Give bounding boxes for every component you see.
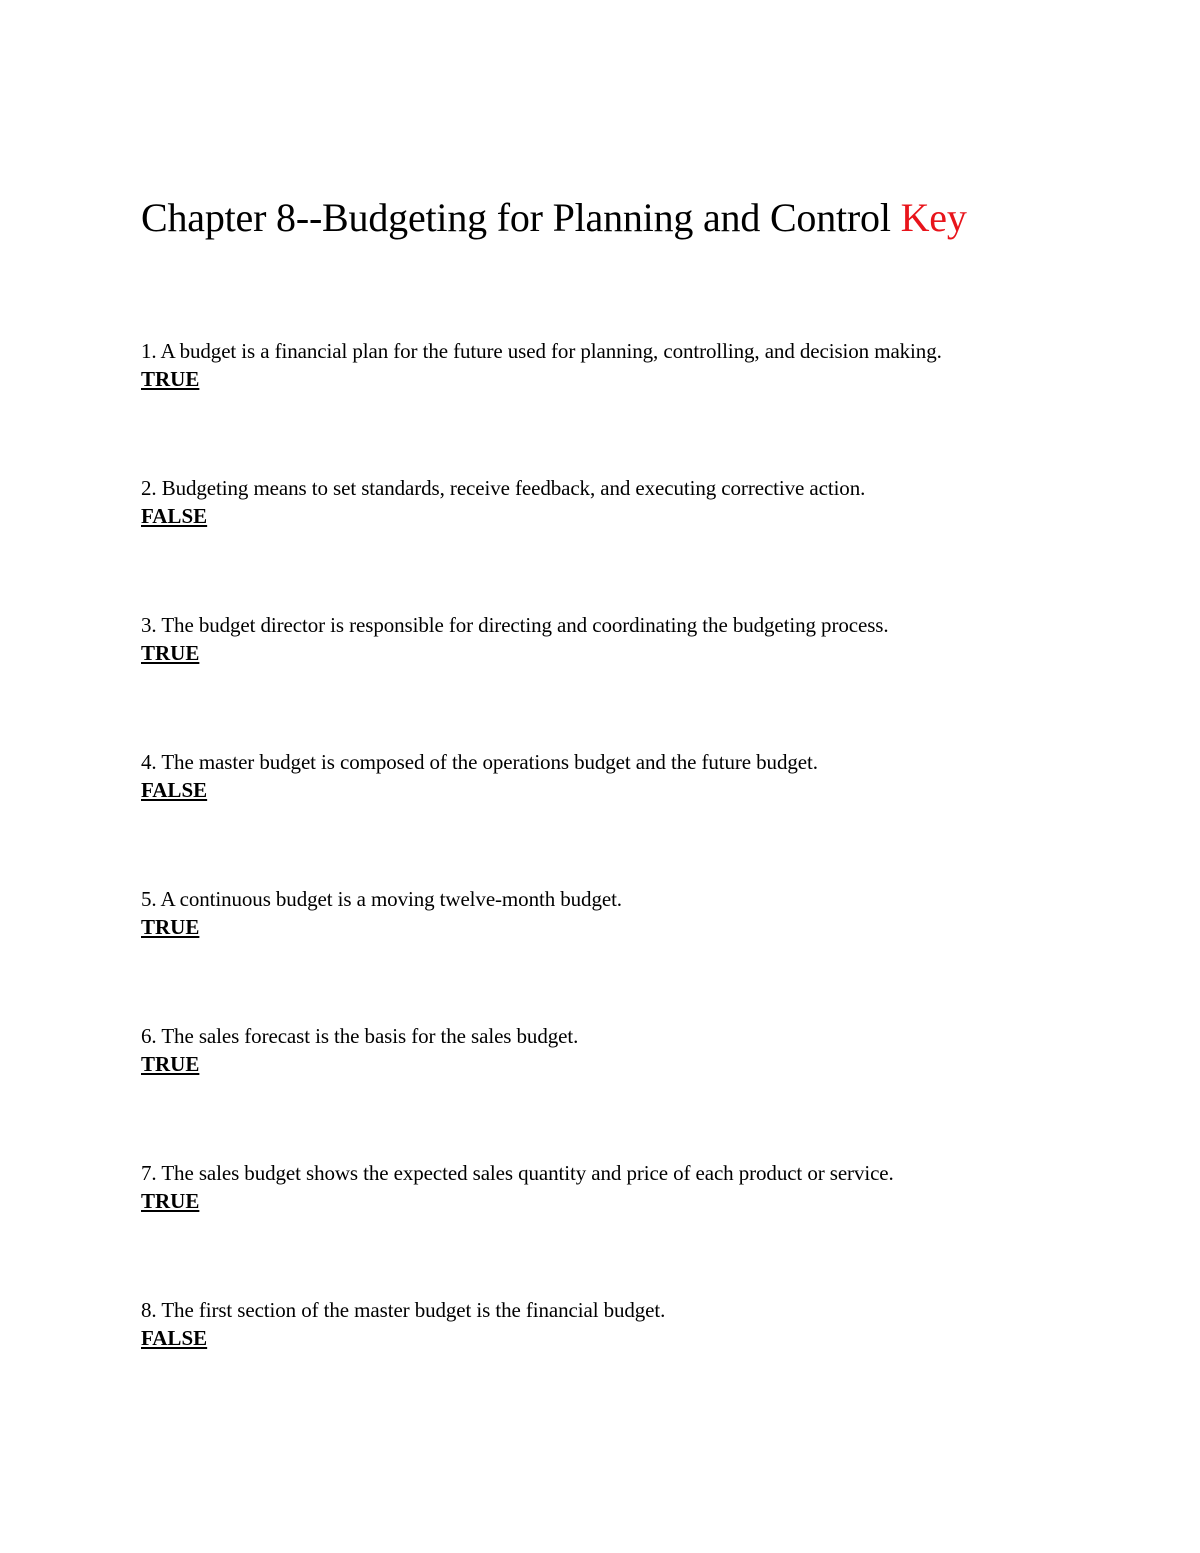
question-item [141,748,818,804]
question-item [141,1022,578,1078]
question-item [141,1159,894,1215]
question-item [141,1296,665,1352]
question-item [141,337,942,393]
question-item [141,611,889,667]
question-answer: FALSE [141,1326,208,1350]
title-key-label: Key [900,195,967,240]
question-answer: TRUE [141,641,200,665]
question-text: 7. The sales budget shows the expected sales quantity and price of each product or service. [141,1161,894,1185]
page-title [141,192,967,244]
question-text: 1. A budget is a financial plan for the future used for planning, controlling, and decision making. [141,339,942,363]
question-text: 8. The first section of the master budget is the financial budget. [141,1298,666,1322]
question-answer: TRUE [141,1189,200,1213]
question-answer: TRUE [141,367,200,391]
question-text: 6. The sales forecast is the basis for the sales budget. [141,1024,579,1048]
question-answer: FALSE [141,504,208,528]
question-text: 3. The budget director is responsible for directing and coordinating the budgeting process. [141,613,889,637]
question-answer: TRUE [141,915,200,939]
question-text: 2. Budgeting means to set standards, receive feedback, and executing corrective action. [141,476,866,500]
question-answer: TRUE [141,1052,200,1076]
question-item [141,474,865,530]
question-text: 5. A continuous budget is a moving twelve-month budget. [141,887,622,911]
question-answer: FALSE [141,778,208,802]
title-main: Chapter 8--Budgeting for Planning and Control [141,195,891,240]
question-item [141,885,622,941]
question-text: 4. The master budget is composed of the operations budget and the future budget. [141,750,818,774]
